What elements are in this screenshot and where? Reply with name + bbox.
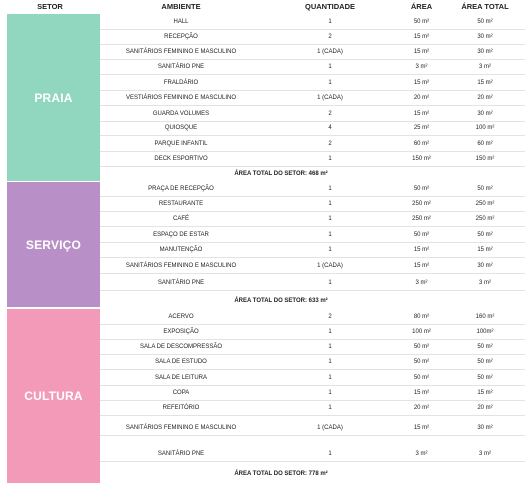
quantidade-cell: 1 bbox=[328, 405, 332, 411]
table-header bbox=[0, 0, 528, 13]
area-cell: 15 m² bbox=[413, 80, 430, 86]
quantidade-cell: 1 bbox=[328, 201, 332, 207]
ambiente-cell: SANITÁRIO PNE bbox=[157, 451, 205, 457]
ambiente-cell: SANITÁRIOS FEMININO E MASCULINO bbox=[125, 425, 237, 431]
row-divider bbox=[100, 385, 525, 386]
row-divider bbox=[100, 226, 525, 227]
quantidade-cell: 1 bbox=[328, 451, 332, 457]
ambiente-cell: GUARDA VOLUMES bbox=[152, 111, 210, 117]
area-cell: 3 m² bbox=[415, 64, 428, 70]
area-total-cell: 50 m² bbox=[477, 186, 493, 192]
row-divider bbox=[100, 435, 525, 436]
row-divider bbox=[100, 242, 525, 243]
area-total-cell: 30 m² bbox=[477, 425, 493, 431]
ambiente-cell: SALA DE LEITURA bbox=[154, 375, 208, 381]
area-total-cell: 50 m² bbox=[477, 359, 493, 365]
ambiente-cell: MANUTENÇÃO bbox=[159, 247, 203, 253]
area-cell: 150 m² bbox=[412, 156, 431, 162]
quantidade-cell: 1 bbox=[328, 359, 332, 365]
ambiente-cell: EXPOSIÇÃO bbox=[163, 329, 199, 335]
header-quantidade: QUANTIDADE bbox=[305, 2, 355, 11]
quantidade-cell: 1 bbox=[328, 390, 332, 396]
ambiente-cell: HALL bbox=[173, 19, 189, 25]
sector-praia bbox=[7, 14, 100, 181]
area-cell: 20 m² bbox=[413, 95, 430, 101]
area-total-cell: 160 m² bbox=[475, 314, 495, 320]
row-divider bbox=[100, 121, 525, 122]
area-cell: 250 m² bbox=[412, 201, 431, 207]
row-divider bbox=[100, 339, 525, 340]
area-cell: 50 m² bbox=[413, 19, 430, 25]
sector-servico bbox=[7, 182, 100, 307]
quantidade-cell: 1 bbox=[328, 280, 332, 286]
ambiente-cell: SANITÁRIO PNE bbox=[157, 64, 205, 70]
area-cell: 25 m² bbox=[413, 125, 430, 131]
ambiente-cell: SANITÁRIO PNE bbox=[157, 280, 205, 286]
ambiente-cell: ESPAÇO DE ESTAR bbox=[153, 232, 209, 238]
area-total-cell: 50 m² bbox=[477, 232, 493, 238]
area-cell: 15 m² bbox=[413, 49, 430, 55]
ambiente-cell: SALA DE DESCOMPRESSÃO bbox=[139, 344, 223, 350]
header-setor: SETOR bbox=[37, 2, 63, 11]
area-cell: 50 m² bbox=[413, 344, 430, 350]
quantidade-cell: 1 bbox=[328, 19, 332, 25]
ambiente-cell: CAFÉ bbox=[172, 216, 189, 222]
area-cell: 50 m² bbox=[413, 375, 430, 381]
sector-cultura bbox=[7, 309, 100, 483]
area-total-cell: 3 m² bbox=[479, 451, 491, 457]
row-divider bbox=[100, 290, 525, 291]
area-cell: 50 m² bbox=[413, 186, 430, 192]
ambiente-cell: RECEPÇÃO bbox=[164, 34, 198, 40]
area-total-cell: 100m² bbox=[476, 329, 494, 335]
ambiente-cell: QUIOSQUE bbox=[164, 125, 198, 131]
area-cell: 50 m² bbox=[413, 359, 430, 365]
area-cell: 20 m² bbox=[413, 405, 430, 411]
ambiente-cell: ACERVO bbox=[168, 314, 194, 320]
row-divider bbox=[100, 354, 525, 355]
area-total-cell: 50 m² bbox=[477, 344, 493, 350]
quantidade-cell: 1 (CADA) bbox=[317, 95, 343, 101]
quantidade-cell: 1 (CADA) bbox=[317, 263, 343, 269]
area-total-cell: 15 m² bbox=[477, 247, 493, 253]
ambiente-cell: FRALDÁRIO bbox=[163, 80, 199, 86]
area-cell: 15 m² bbox=[413, 247, 430, 253]
row-divider bbox=[100, 105, 525, 106]
quantidade-cell: 1 bbox=[328, 375, 332, 381]
sector-total: ÁREA TOTAL DO SETOR: 633 m² bbox=[234, 298, 328, 304]
quantidade-cell: 2 bbox=[328, 314, 332, 320]
area-total-cell: 250 m² bbox=[475, 201, 495, 207]
sector-label: PRAIA bbox=[34, 90, 73, 105]
row-divider bbox=[100, 74, 525, 75]
area-cell: 80 m² bbox=[413, 314, 430, 320]
quantidade-cell: 1 bbox=[328, 232, 332, 238]
row-divider bbox=[100, 29, 525, 30]
area-total-cell: 3 m² bbox=[479, 280, 491, 286]
area-cell: 50 m² bbox=[413, 232, 430, 238]
quantidade-cell: 2 bbox=[328, 111, 332, 117]
area-total-cell: 250 m² bbox=[475, 216, 495, 222]
quantidade-cell: 4 bbox=[328, 125, 332, 131]
area-total-cell: 50 m² bbox=[477, 19, 493, 25]
row-divider bbox=[100, 135, 525, 136]
area-total-cell: 3 m² bbox=[479, 64, 491, 70]
row-divider bbox=[100, 211, 525, 212]
area-total-cell: 15 m² bbox=[477, 80, 493, 86]
area-total-cell: 20 m² bbox=[477, 95, 493, 101]
quantidade-cell: 1 bbox=[328, 344, 332, 350]
row-divider bbox=[100, 166, 525, 167]
header-area: ÁREA bbox=[410, 2, 433, 11]
ambiente-cell: RESTAURANTE bbox=[158, 201, 204, 207]
area-total-cell: 30 m² bbox=[477, 34, 493, 40]
quantidade-cell: 2 bbox=[328, 141, 332, 147]
sector-label: SERVIÇO bbox=[25, 237, 82, 252]
ambiente-cell: COPA bbox=[172, 390, 190, 396]
header-area-total: ÁREA TOTAL bbox=[461, 2, 509, 11]
area-total-cell: 30 m² bbox=[477, 111, 493, 117]
area-cell: 60 m² bbox=[413, 141, 430, 147]
area-total-cell: 150 m² bbox=[475, 156, 495, 162]
ambiente-cell: DECK ESPORTIVO bbox=[154, 156, 208, 162]
quantidade-cell: 1 bbox=[328, 247, 332, 253]
quantidade-cell: 1 bbox=[328, 64, 332, 70]
ambiente-cell: PARQUE INFANTIL bbox=[154, 141, 208, 147]
row-divider bbox=[100, 415, 525, 416]
row-divider bbox=[100, 461, 525, 462]
quantidade-cell: 2 bbox=[328, 34, 332, 40]
row-divider bbox=[100, 59, 525, 60]
area-total-cell: 60 m² bbox=[477, 141, 493, 147]
quantidade-cell: 1 bbox=[328, 80, 332, 86]
ambiente-cell: REFEITÓRIO bbox=[162, 405, 200, 411]
area-total-cell: 100 m² bbox=[475, 125, 495, 131]
area-cell: 100 m² bbox=[412, 329, 431, 335]
row-divider bbox=[100, 44, 525, 45]
row-divider bbox=[100, 369, 525, 370]
ambiente-cell: SALA DE ESTUDO bbox=[155, 359, 207, 365]
area-cell: 15 m² bbox=[413, 263, 430, 269]
ambiente-cell: SANITÁRIOS FEMININO E MASCULINO bbox=[125, 49, 237, 55]
row-divider bbox=[100, 257, 525, 258]
area-total-cell: 15 m² bbox=[477, 390, 493, 396]
area-cell: 15 m² bbox=[413, 425, 430, 431]
quantidade-cell: 1 bbox=[328, 329, 332, 335]
row-divider bbox=[100, 324, 525, 325]
quantidade-cell: 1 (CADA) bbox=[317, 49, 343, 55]
area-total-cell: 20 m² bbox=[477, 405, 493, 411]
ambiente-cell: SANITÁRIOS FEMININO E MASCULINO bbox=[125, 263, 237, 269]
area-cell: 15 m² bbox=[413, 111, 430, 117]
area-total-cell: 50 m² bbox=[477, 375, 493, 381]
row-divider bbox=[100, 151, 525, 152]
ambiente-cell: PRAÇA DE RECEPÇÃO bbox=[148, 186, 214, 192]
area-cell: 250 m² bbox=[412, 216, 431, 222]
row-divider bbox=[100, 196, 525, 197]
sector-total: ÁREA TOTAL DO SETOR: 778 m² bbox=[234, 471, 328, 477]
row-divider bbox=[100, 90, 525, 91]
area-cell: 3 m² bbox=[415, 451, 428, 457]
quantidade-cell: 1 (CADA) bbox=[317, 425, 343, 431]
area-cell: 15 m² bbox=[413, 390, 430, 396]
area-total-cell: 30 m² bbox=[477, 49, 493, 55]
header-ambiente: AMBIENTE bbox=[161, 2, 201, 11]
area-cell: 15 m² bbox=[413, 34, 430, 40]
area-cell: 3 m² bbox=[415, 280, 428, 286]
area-total-cell: 30 m² bbox=[477, 263, 493, 269]
sector-total: ÁREA TOTAL DO SETOR: 468 m² bbox=[234, 171, 328, 177]
row-divider bbox=[100, 400, 525, 401]
quantidade-cell: 1 bbox=[328, 156, 332, 162]
row-divider bbox=[100, 273, 525, 274]
ambiente-cell: VESTIÁRIOS FEMININO E MASCULINO bbox=[125, 95, 236, 101]
quantidade-cell: 1 bbox=[328, 186, 332, 192]
sector-label: CULTURA bbox=[24, 389, 83, 403]
quantidade-cell: 1 bbox=[328, 216, 332, 222]
